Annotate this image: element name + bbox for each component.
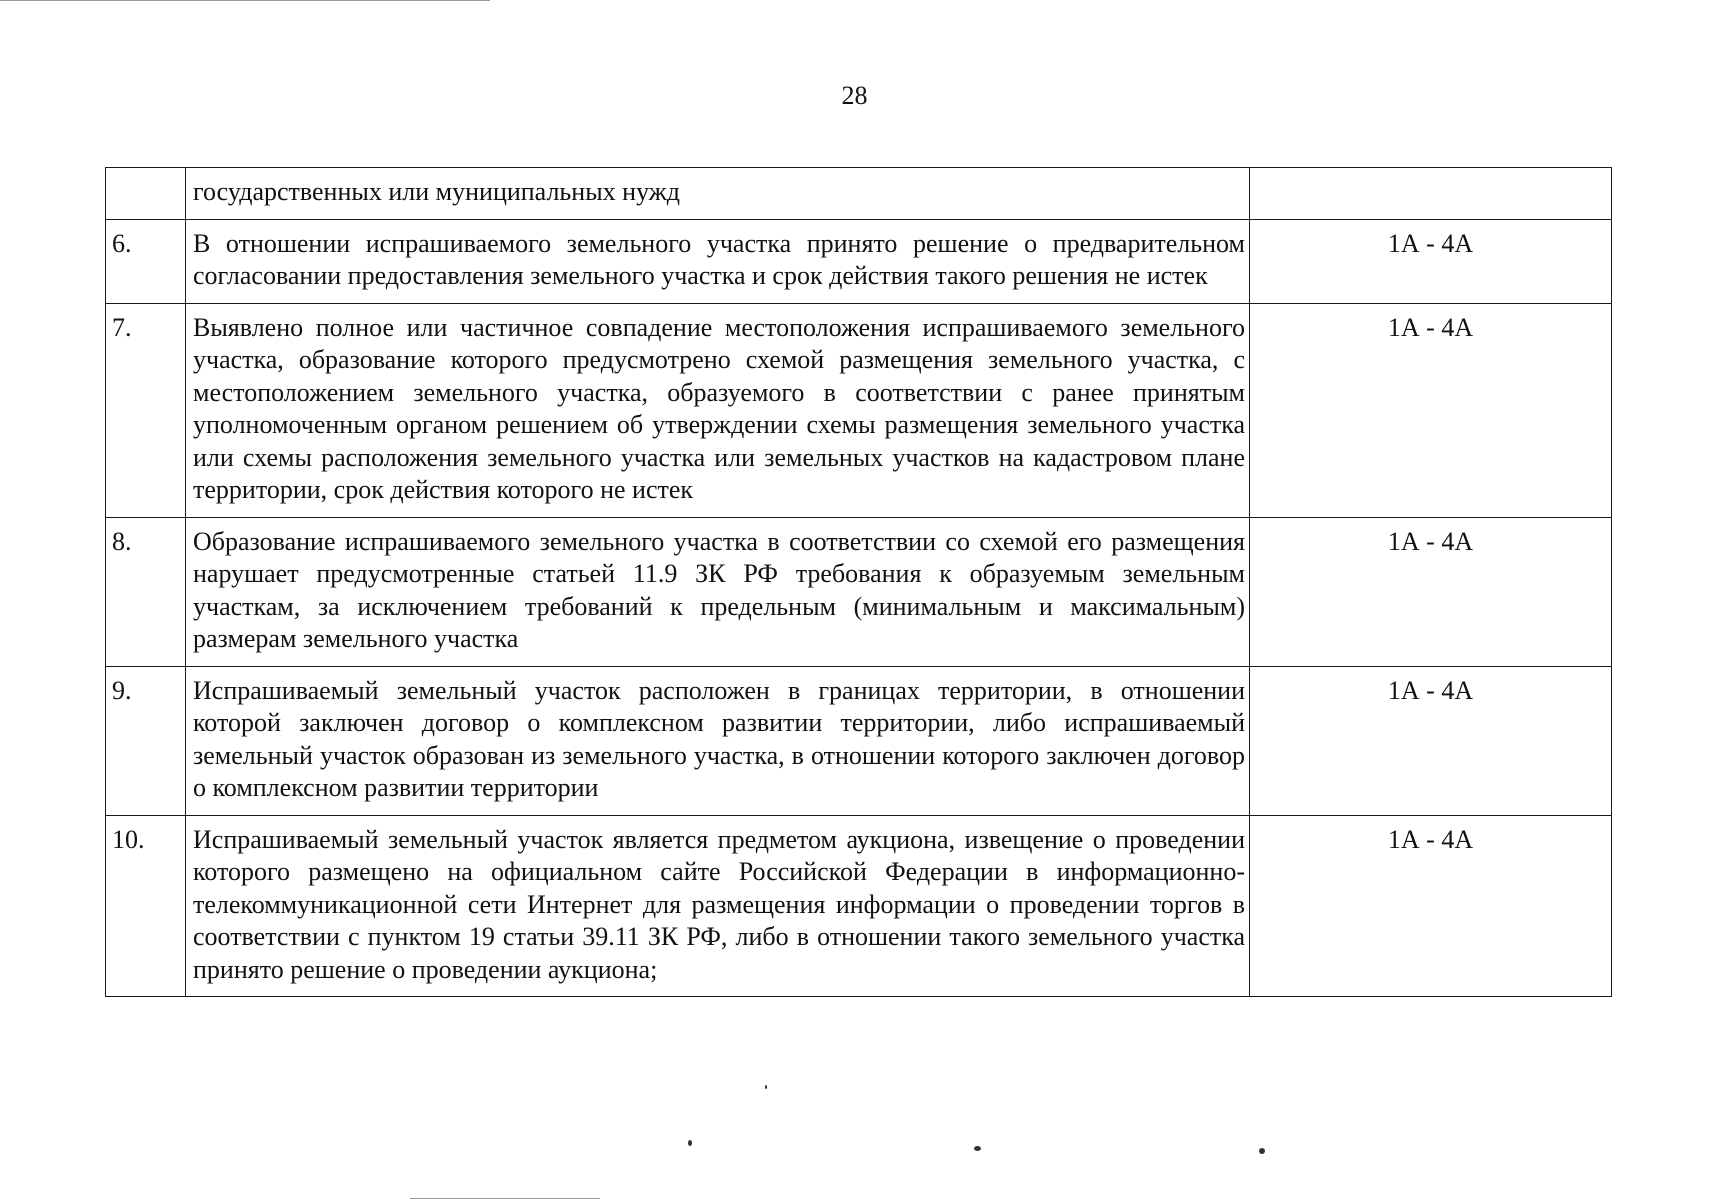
row-text: В отношении испрашиваемого земельного участка принято решение о предварительном согласовании предоставления земельного участка и срок действия такого решения не истек bbox=[186, 219, 1250, 303]
row-text: Испрашиваемый земельный участок является предметом аукциона, извещение о проведении которого размещено на официальном сайте Российской Федерации в информационно-телекоммуникационной сети Интернет для размещения информации о проведении торгов в соответствии с пунктом 19 статьи 39.11 ЗК РФ, либо в отношении такого земельного участка принято решение о проведении аукциона; bbox=[186, 815, 1250, 997]
row-text: Испрашиваемый земельный участок расположен в границах территории, в отношении которой заключен договор о комплексном развитии территории, либо испрашиваемый земельный участок образован из земельного участка, в отношении которого заключен договор о комплексном развитии территории bbox=[186, 666, 1250, 815]
row-code: 1А - 4А bbox=[1250, 517, 1612, 666]
row-code: 1А - 4А bbox=[1250, 219, 1612, 303]
scan-artifact-bottom-line bbox=[410, 1198, 600, 1199]
scan-artifact-top-line bbox=[0, 0, 490, 1]
table-row bbox=[106, 168, 1612, 220]
row-number: 9. bbox=[106, 666, 186, 815]
table-row bbox=[106, 666, 1612, 815]
row-text: Выявлено полное или частичное совпадение местоположения испрашиваемого земельного участка, образование которого предусмотрено схемой размещения земельного участка, с местоположением земельного участка, образуемого в соответствии с ранее принятым уполномоченным органом решением об утверждении схемы размещения земельного участка или схемы расположения земельного участка или земельных участков на кадастровом плане территории, срок действия которого не истек bbox=[186, 303, 1250, 517]
conditions-table bbox=[105, 167, 1612, 997]
row-text: Образование испрашиваемого земельного участка в соответствии со схемой его размещения нарушает предусмотренные статьей 11.9 ЗК РФ требования к образуемым земельным участкам, за исключением требований к предельным (минимальным и максимальным) размерам земельного участка bbox=[186, 517, 1250, 666]
row-code: 1А - 4А bbox=[1250, 815, 1612, 997]
scan-speck bbox=[974, 1146, 981, 1151]
table-row bbox=[106, 815, 1612, 997]
row-number: 6. bbox=[106, 219, 186, 303]
scan-speck bbox=[765, 1085, 767, 1089]
row-number: 8. bbox=[106, 517, 186, 666]
page-number: 28 bbox=[841, 81, 868, 110]
table-row bbox=[106, 517, 1612, 666]
row-number: 10. bbox=[106, 815, 186, 997]
row-code bbox=[1250, 168, 1612, 220]
row-code: 1А - 4А bbox=[1250, 303, 1612, 517]
row-number bbox=[106, 168, 186, 220]
row-code: 1А - 4А bbox=[1250, 666, 1612, 815]
row-number: 7. bbox=[106, 303, 186, 517]
scan-speck bbox=[1259, 1148, 1265, 1154]
table-row bbox=[106, 303, 1612, 517]
scan-speck bbox=[688, 1140, 692, 1146]
row-text: государственных или муниципальных нужд bbox=[186, 168, 1250, 220]
table-row bbox=[106, 219, 1612, 303]
